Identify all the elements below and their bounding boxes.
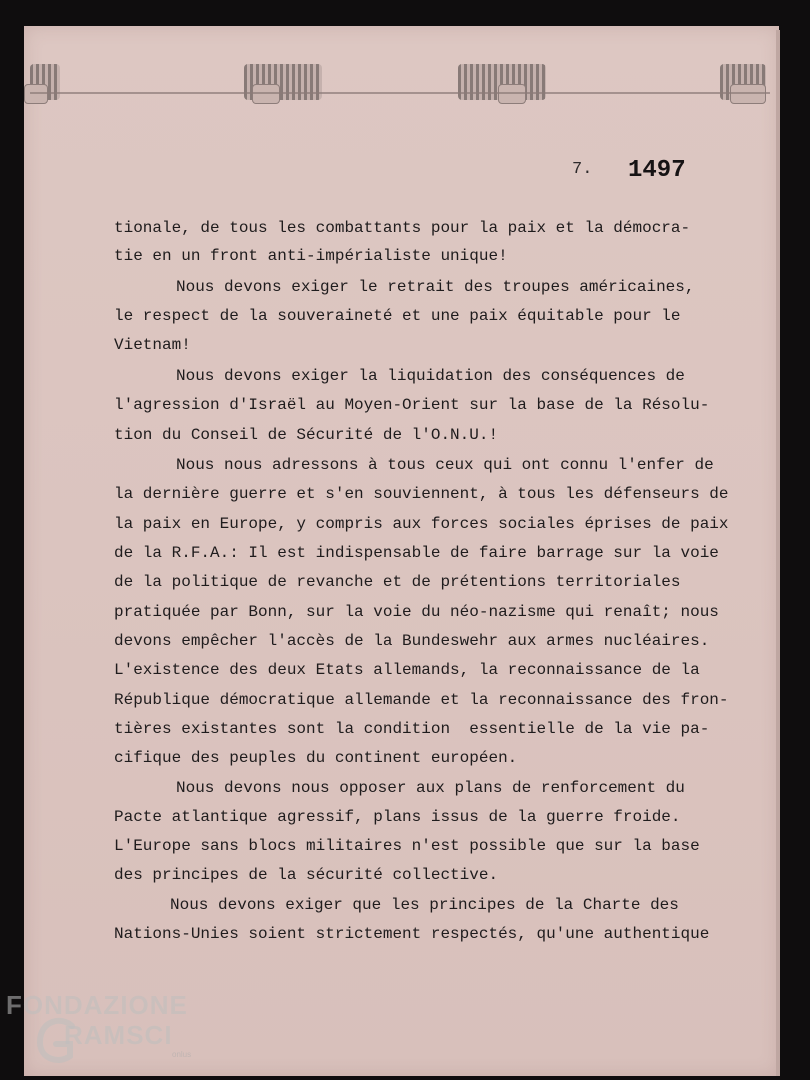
text-line: des principes de la sécurité collective. (114, 866, 499, 884)
watermark-line2: RAMSCI (64, 1020, 173, 1050)
text-line: Nous devons exiger que les principes de la Charte des (170, 896, 679, 914)
text-line: Nations-Unies soient strictement respectés, qu'une authentique (114, 925, 710, 943)
watermark-line1: FONDAZIONE (6, 990, 188, 1020)
text-line: l'agression d'Israël au Moyen-Orient sur la base de la Résolu- (114, 396, 710, 414)
text-line: L'Europe sans blocs militaires n'est possible que sur la base (114, 837, 700, 855)
binder-tab (498, 84, 526, 104)
perforation-line (30, 92, 770, 94)
text-line: Nous devons nous opposer aux plans de renforcement du (176, 779, 685, 797)
text-line: tionale, de tous les combattants pour la paix et la démocra- (114, 219, 691, 237)
text-line: tion du Conseil de Sécurité de l'O.N.U.! (114, 426, 499, 444)
fondazione-gramsci-watermark (6, 990, 206, 1070)
text-line: tières existantes sont la condition essentielle de la vie pa- (114, 720, 710, 738)
binder-tab (24, 84, 48, 104)
text-line: L'existence des deux Etats allemands, la reconnaissance de la (114, 661, 700, 679)
text-line: cifique des peuples du continent européen. (114, 749, 518, 767)
text-line: tie en un front anti-impérialiste unique! (114, 247, 508, 265)
text-line: devons empêcher l'accès de la Bundeswehr aux armes nucléaires. (114, 632, 710, 650)
binder-tab (252, 84, 280, 104)
page-number: 1497 (628, 157, 686, 184)
page-index: 7. (572, 160, 593, 179)
text-line: le respect de la souveraineté et une paix équitable pour le (114, 307, 681, 325)
text-line: de la politique de revanche et de prétentions territoriales (114, 573, 681, 591)
page-edge (776, 30, 780, 1076)
text-line: Pacte atlantique agressif, plans issus de la guerre froide. (114, 808, 681, 826)
text-line: Vietnam! (114, 336, 191, 354)
text-line: Nous devons exiger la liquidation des conséquences de (176, 367, 685, 385)
binder-tab (730, 84, 766, 104)
text-line: Nous nous adressons à tous ceux qui ont connu l'enfer de (176, 456, 714, 474)
text-line: de la R.F.A.: Il est indispensable de faire barrage sur la voie (114, 544, 719, 562)
text-line: la paix en Europe, y compris aux forces sociales éprises de paix (114, 515, 729, 533)
watermark-suffix: onlus (172, 1050, 192, 1059)
text-line: pratiquée par Bonn, sur la voie du néo-nazisme qui renaît; nous (114, 603, 719, 621)
text-line: Nous devons exiger le retrait des troupes américaines, (176, 278, 695, 296)
text-line: République démocratique allemande et la reconnaissance des fron- (114, 691, 729, 709)
text-line: la dernière guerre et s'en souviennent, à tous les défenseurs de (114, 485, 729, 503)
